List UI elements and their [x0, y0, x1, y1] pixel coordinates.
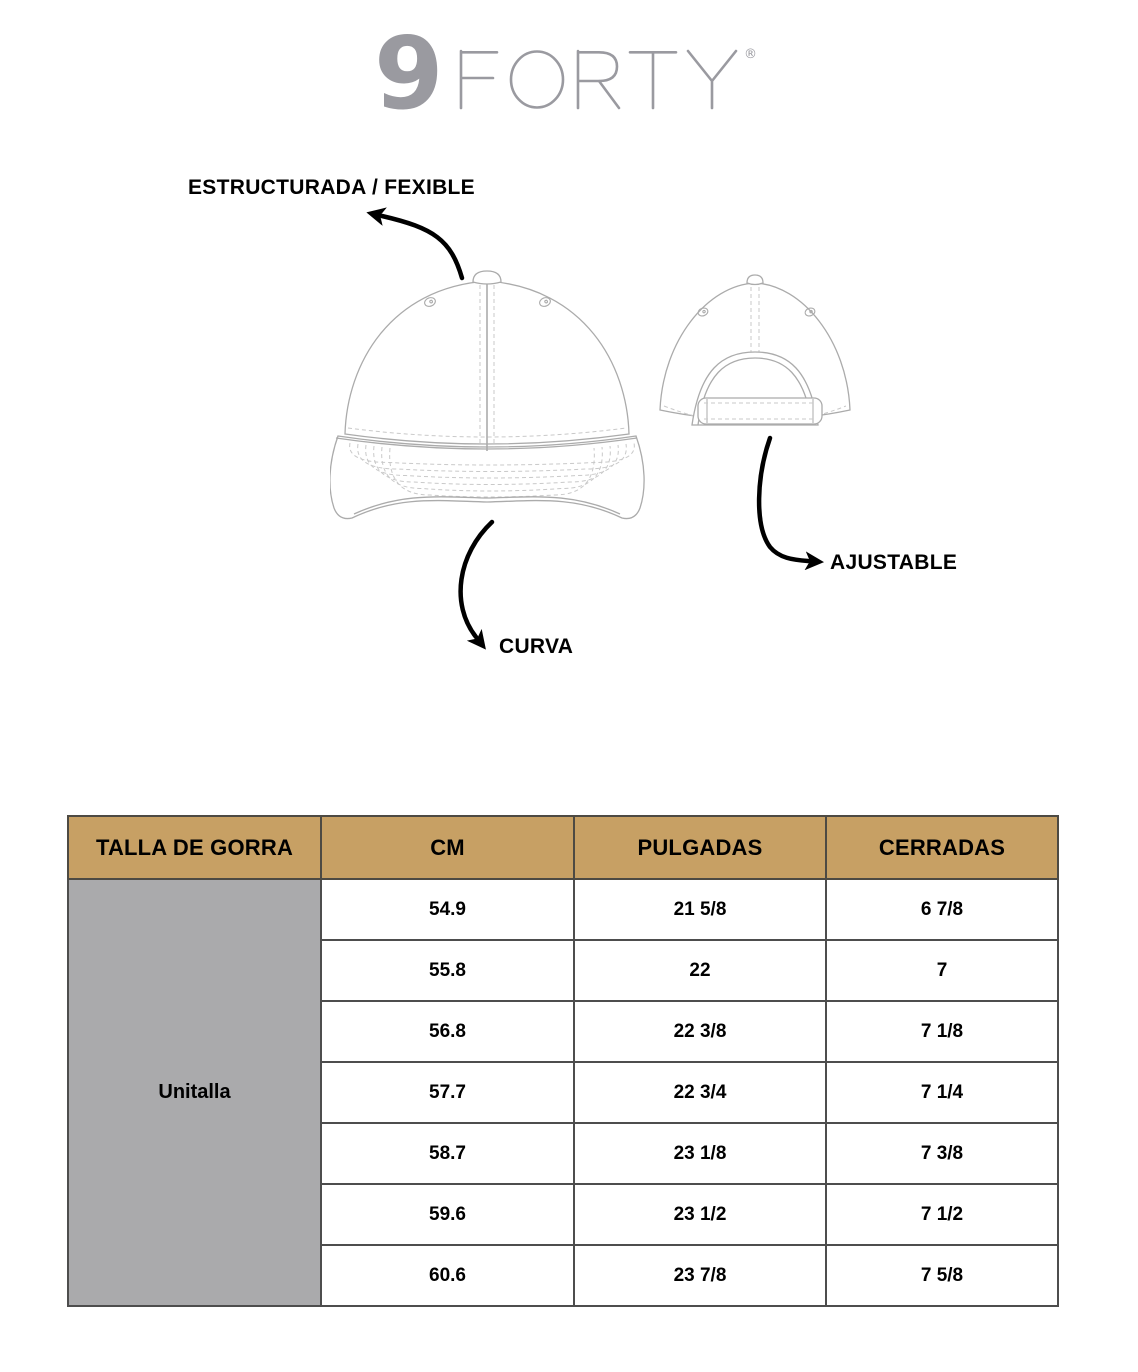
value-cell: 59.6	[321, 1184, 574, 1245]
value-cell: 7 1/4	[826, 1062, 1058, 1123]
table-row	[68, 879, 1058, 940]
size-table	[67, 815, 1059, 1307]
value-cell: 60.6	[321, 1245, 574, 1306]
annotation-arrows	[0, 140, 1138, 680]
value-cell: 56.8	[321, 1001, 574, 1062]
arrow-curva	[461, 522, 492, 637]
value-cell: 7 5/8	[826, 1245, 1058, 1306]
value-cell: 7 1/2	[826, 1184, 1058, 1245]
logo-forty-graphic	[461, 51, 736, 108]
value-cell: 57.7	[321, 1062, 574, 1123]
column-header: CERRADAS	[826, 816, 1058, 879]
value-cell: 58.7	[321, 1123, 574, 1184]
column-header: TALLA DE GORRA	[68, 816, 321, 879]
value-cell: 23 1/2	[574, 1184, 826, 1245]
column-header: CM	[321, 816, 574, 879]
value-cell: 7	[826, 940, 1058, 1001]
arrow-ajustable	[759, 438, 808, 561]
value-cell: 7 3/8	[826, 1123, 1058, 1184]
value-cell: 55.8	[321, 940, 574, 1001]
size-table-body	[68, 879, 1058, 1306]
registered-mark: ®	[744, 47, 757, 62]
logo-nine-text: 9	[374, 28, 444, 116]
value-cell: 21 5/8	[574, 879, 826, 940]
value-cell: 7 1/8	[826, 1001, 1058, 1062]
arrow-estructurada	[382, 216, 462, 278]
value-cell: 23 7/8	[574, 1245, 826, 1306]
value-cell: 54.9	[321, 879, 574, 940]
value-cell: 22	[574, 940, 826, 1001]
column-header: PULGADAS	[574, 816, 826, 879]
value-cell: 22 3/8	[574, 1001, 826, 1062]
label-ajustable: AJUSTABLE	[830, 551, 958, 574]
label-estructurada-fexible: ESTRUCTURADA / FEXIBLE	[188, 176, 475, 199]
label-curva: CURVA	[499, 635, 574, 658]
logo-9forty	[374, 28, 764, 116]
brand-logo	[0, 28, 1138, 121]
value-cell: 6 7/8	[826, 879, 1058, 940]
value-cell: 22 3/4	[574, 1062, 826, 1123]
size-table-header-row	[68, 816, 1058, 879]
size-label-cell: Unitalla	[68, 879, 321, 1306]
value-cell: 23 1/8	[574, 1123, 826, 1184]
